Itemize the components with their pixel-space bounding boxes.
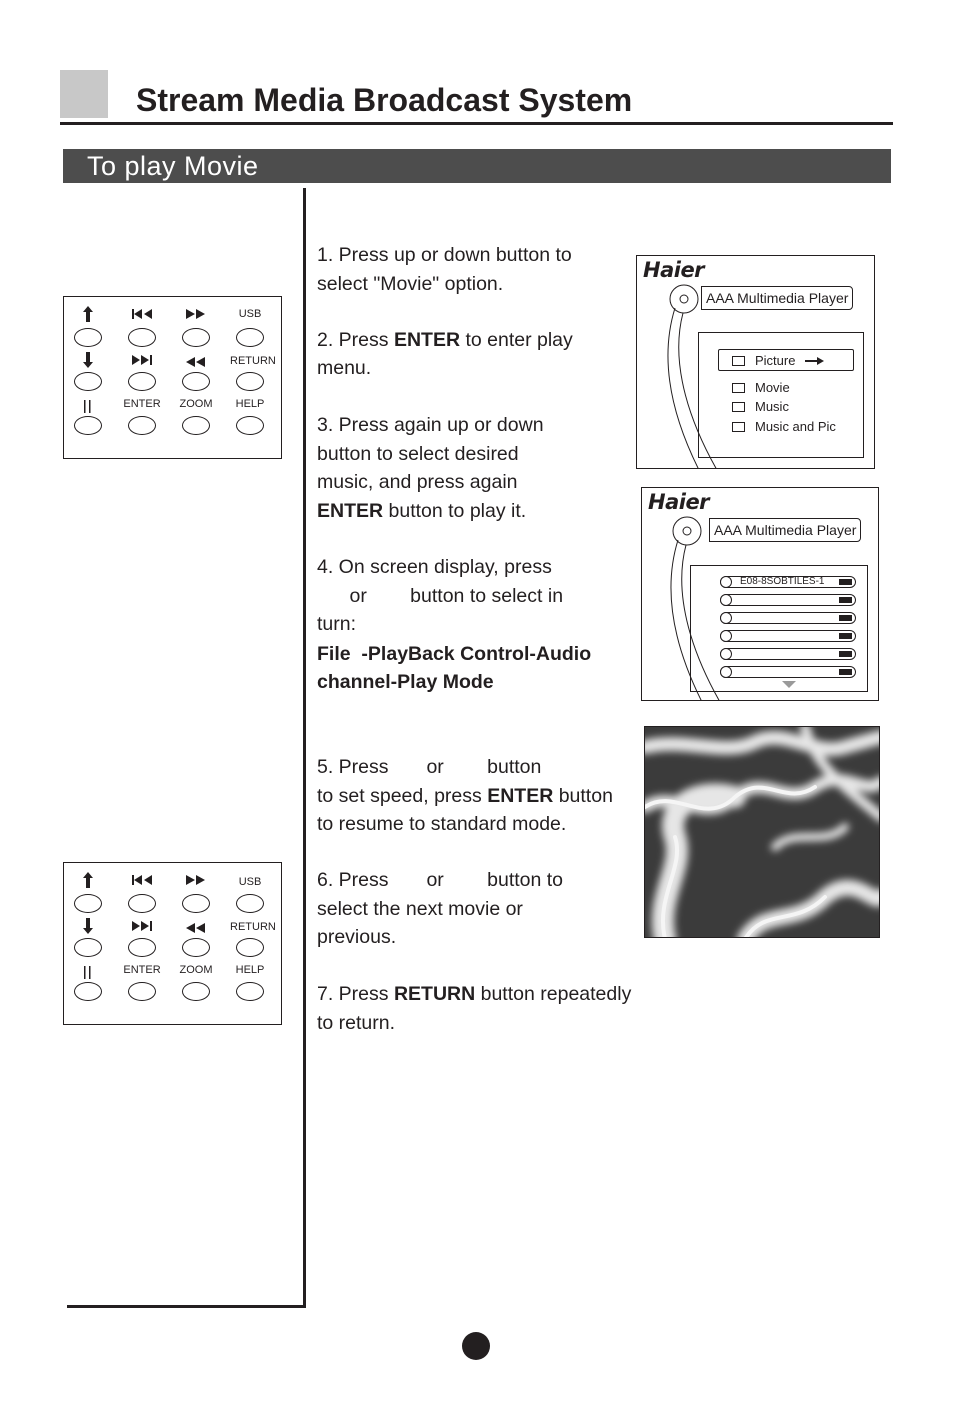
haier-logo: Haier xyxy=(643,258,705,282)
enter-button[interactable] xyxy=(128,982,156,1001)
cloud-texture-graphic xyxy=(645,727,880,938)
column-divider xyxy=(303,188,306,1308)
up-arrow-icon xyxy=(68,306,108,322)
prev-button[interactable] xyxy=(128,328,156,347)
rewind-button[interactable] xyxy=(182,372,210,391)
help-label: HELP xyxy=(235,398,265,410)
up-button[interactable] xyxy=(74,328,102,347)
menu-item-picture[interactable]: Picture xyxy=(732,353,825,368)
music-pic-icon xyxy=(732,422,745,432)
step-4-line-5: channel-Play Mode xyxy=(317,671,494,693)
step-4-line-1: 4. On screen display, press xyxy=(317,556,552,578)
usb-label: USB xyxy=(238,876,262,888)
step-5-line-3: to resume to standard mode. xyxy=(317,813,567,835)
zoom-label: ZOOM xyxy=(179,964,213,976)
page-number-dot xyxy=(462,1332,490,1360)
screen-main-menu xyxy=(636,255,875,469)
return-button[interactable] xyxy=(236,938,264,957)
player-title: AAA Multimedia Player xyxy=(701,286,853,310)
file-row[interactable] xyxy=(720,630,856,642)
title-square-marker xyxy=(60,70,108,118)
file-row[interactable] xyxy=(720,612,856,624)
section-bar xyxy=(63,149,891,183)
step-2-line-1: 2. Press ENTER to enter play xyxy=(317,328,573,351)
file-row[interactable] xyxy=(720,666,856,678)
pause-icon xyxy=(68,964,108,980)
step-3-line-4: ENTER button to play it. xyxy=(317,499,527,522)
fast-forward-icon xyxy=(176,872,216,888)
zoom-button[interactable] xyxy=(182,416,210,435)
zoom-button[interactable] xyxy=(182,982,210,1001)
film-icon xyxy=(732,383,745,393)
step-6-line-3: previous. xyxy=(317,926,397,948)
remote-diagram-top xyxy=(63,296,282,459)
folder-icon xyxy=(732,356,745,366)
player-title: AAA Multimedia Player xyxy=(709,518,861,542)
pause-icon xyxy=(68,398,108,414)
down-arrow-icon xyxy=(68,918,108,934)
screen-file-list xyxy=(641,487,879,701)
step-7-line-1: 7. Press RETURN button repeatedly xyxy=(317,983,632,1005)
step-5-line-2: to set speed, press ENTER button xyxy=(317,784,613,807)
next-button[interactable] xyxy=(128,938,156,957)
down-button[interactable] xyxy=(74,372,102,391)
step-7-line-2: to return. xyxy=(317,1011,396,1034)
step-6-line-2: select the next movie or xyxy=(317,897,523,920)
enter-label: ENTER xyxy=(123,398,161,410)
usb-button[interactable] xyxy=(236,328,264,347)
return-label: RETURN xyxy=(230,355,276,367)
help-label: HELP xyxy=(235,964,265,976)
prev-track-icon xyxy=(122,306,162,322)
next-track-icon xyxy=(122,918,162,934)
enter-label: ENTER xyxy=(123,964,161,976)
return-label: RETURN xyxy=(230,921,276,933)
file-tag-icon xyxy=(839,579,852,585)
rewind-icon xyxy=(176,354,216,370)
menu-item-music[interactable]: Music xyxy=(732,399,789,414)
step-4-line-4: File -PlayBack Control-Audio xyxy=(317,642,592,665)
step-5-line-1: 5. Press or button xyxy=(317,756,542,778)
step-4-line-2: or button to select in xyxy=(317,584,564,607)
play-indicator-icon xyxy=(720,576,732,588)
fast-forward-button[interactable] xyxy=(182,328,210,347)
file-row-selected[interactable]: E08-8SOBTILES-1 xyxy=(720,576,856,588)
down-button[interactable] xyxy=(74,938,102,957)
step-2-line-2: menu. xyxy=(317,357,372,379)
return-button[interactable] xyxy=(236,372,264,391)
step-3-line-1: 3. Press again up or down xyxy=(317,414,544,436)
haier-logo: Haier xyxy=(648,490,710,514)
file-row[interactable] xyxy=(720,648,856,660)
note-icon xyxy=(732,402,745,412)
enter-button[interactable] xyxy=(128,416,156,435)
step-3-line-2: button to select desired xyxy=(317,442,519,465)
next-track-icon xyxy=(122,352,162,368)
help-button[interactable] xyxy=(236,416,264,435)
section-title: To play Movie xyxy=(87,151,259,181)
fast-forward-button[interactable] xyxy=(182,894,210,913)
step-4-line-3: turn: xyxy=(317,613,357,635)
prev-track-icon xyxy=(122,872,162,888)
menu-item-music-and-pic[interactable]: Music and Pic xyxy=(732,419,836,434)
prev-button[interactable] xyxy=(128,894,156,913)
rewind-icon xyxy=(176,920,216,936)
file-row[interactable] xyxy=(720,594,856,606)
usb-label: USB xyxy=(238,308,262,320)
file-panel xyxy=(690,565,868,692)
pause-button[interactable] xyxy=(74,982,102,1001)
menu-item-movie[interactable]: Movie xyxy=(732,380,790,395)
title-rule xyxy=(60,122,893,125)
right-arrow-icon xyxy=(805,356,825,366)
up-button[interactable] xyxy=(74,894,102,913)
help-button[interactable] xyxy=(236,982,264,1001)
step-6-line-1: 6. Press or button to xyxy=(317,869,564,891)
down-arrow-icon xyxy=(68,352,108,368)
zoom-label: ZOOM xyxy=(179,398,213,410)
usb-button[interactable] xyxy=(236,894,264,913)
up-arrow-icon xyxy=(68,872,108,888)
next-button[interactable] xyxy=(128,372,156,391)
bottom-rule xyxy=(67,1305,306,1308)
menu-panel xyxy=(698,332,864,458)
step-3-line-3: music, and press again xyxy=(317,471,518,493)
step-1-line-1: 1. Press up or down button to xyxy=(317,244,572,266)
pause-button[interactable] xyxy=(74,416,102,435)
step-1-line-2: select "Movie" option. xyxy=(317,272,504,295)
remote-diagram-bottom xyxy=(63,862,282,1025)
fast-forward-icon xyxy=(176,306,216,322)
movie-playback-image xyxy=(644,726,880,938)
scroll-down-icon[interactable] xyxy=(782,681,796,688)
rewind-button[interactable] xyxy=(182,938,210,957)
page-title: Stream Media Broadcast System xyxy=(136,82,633,118)
